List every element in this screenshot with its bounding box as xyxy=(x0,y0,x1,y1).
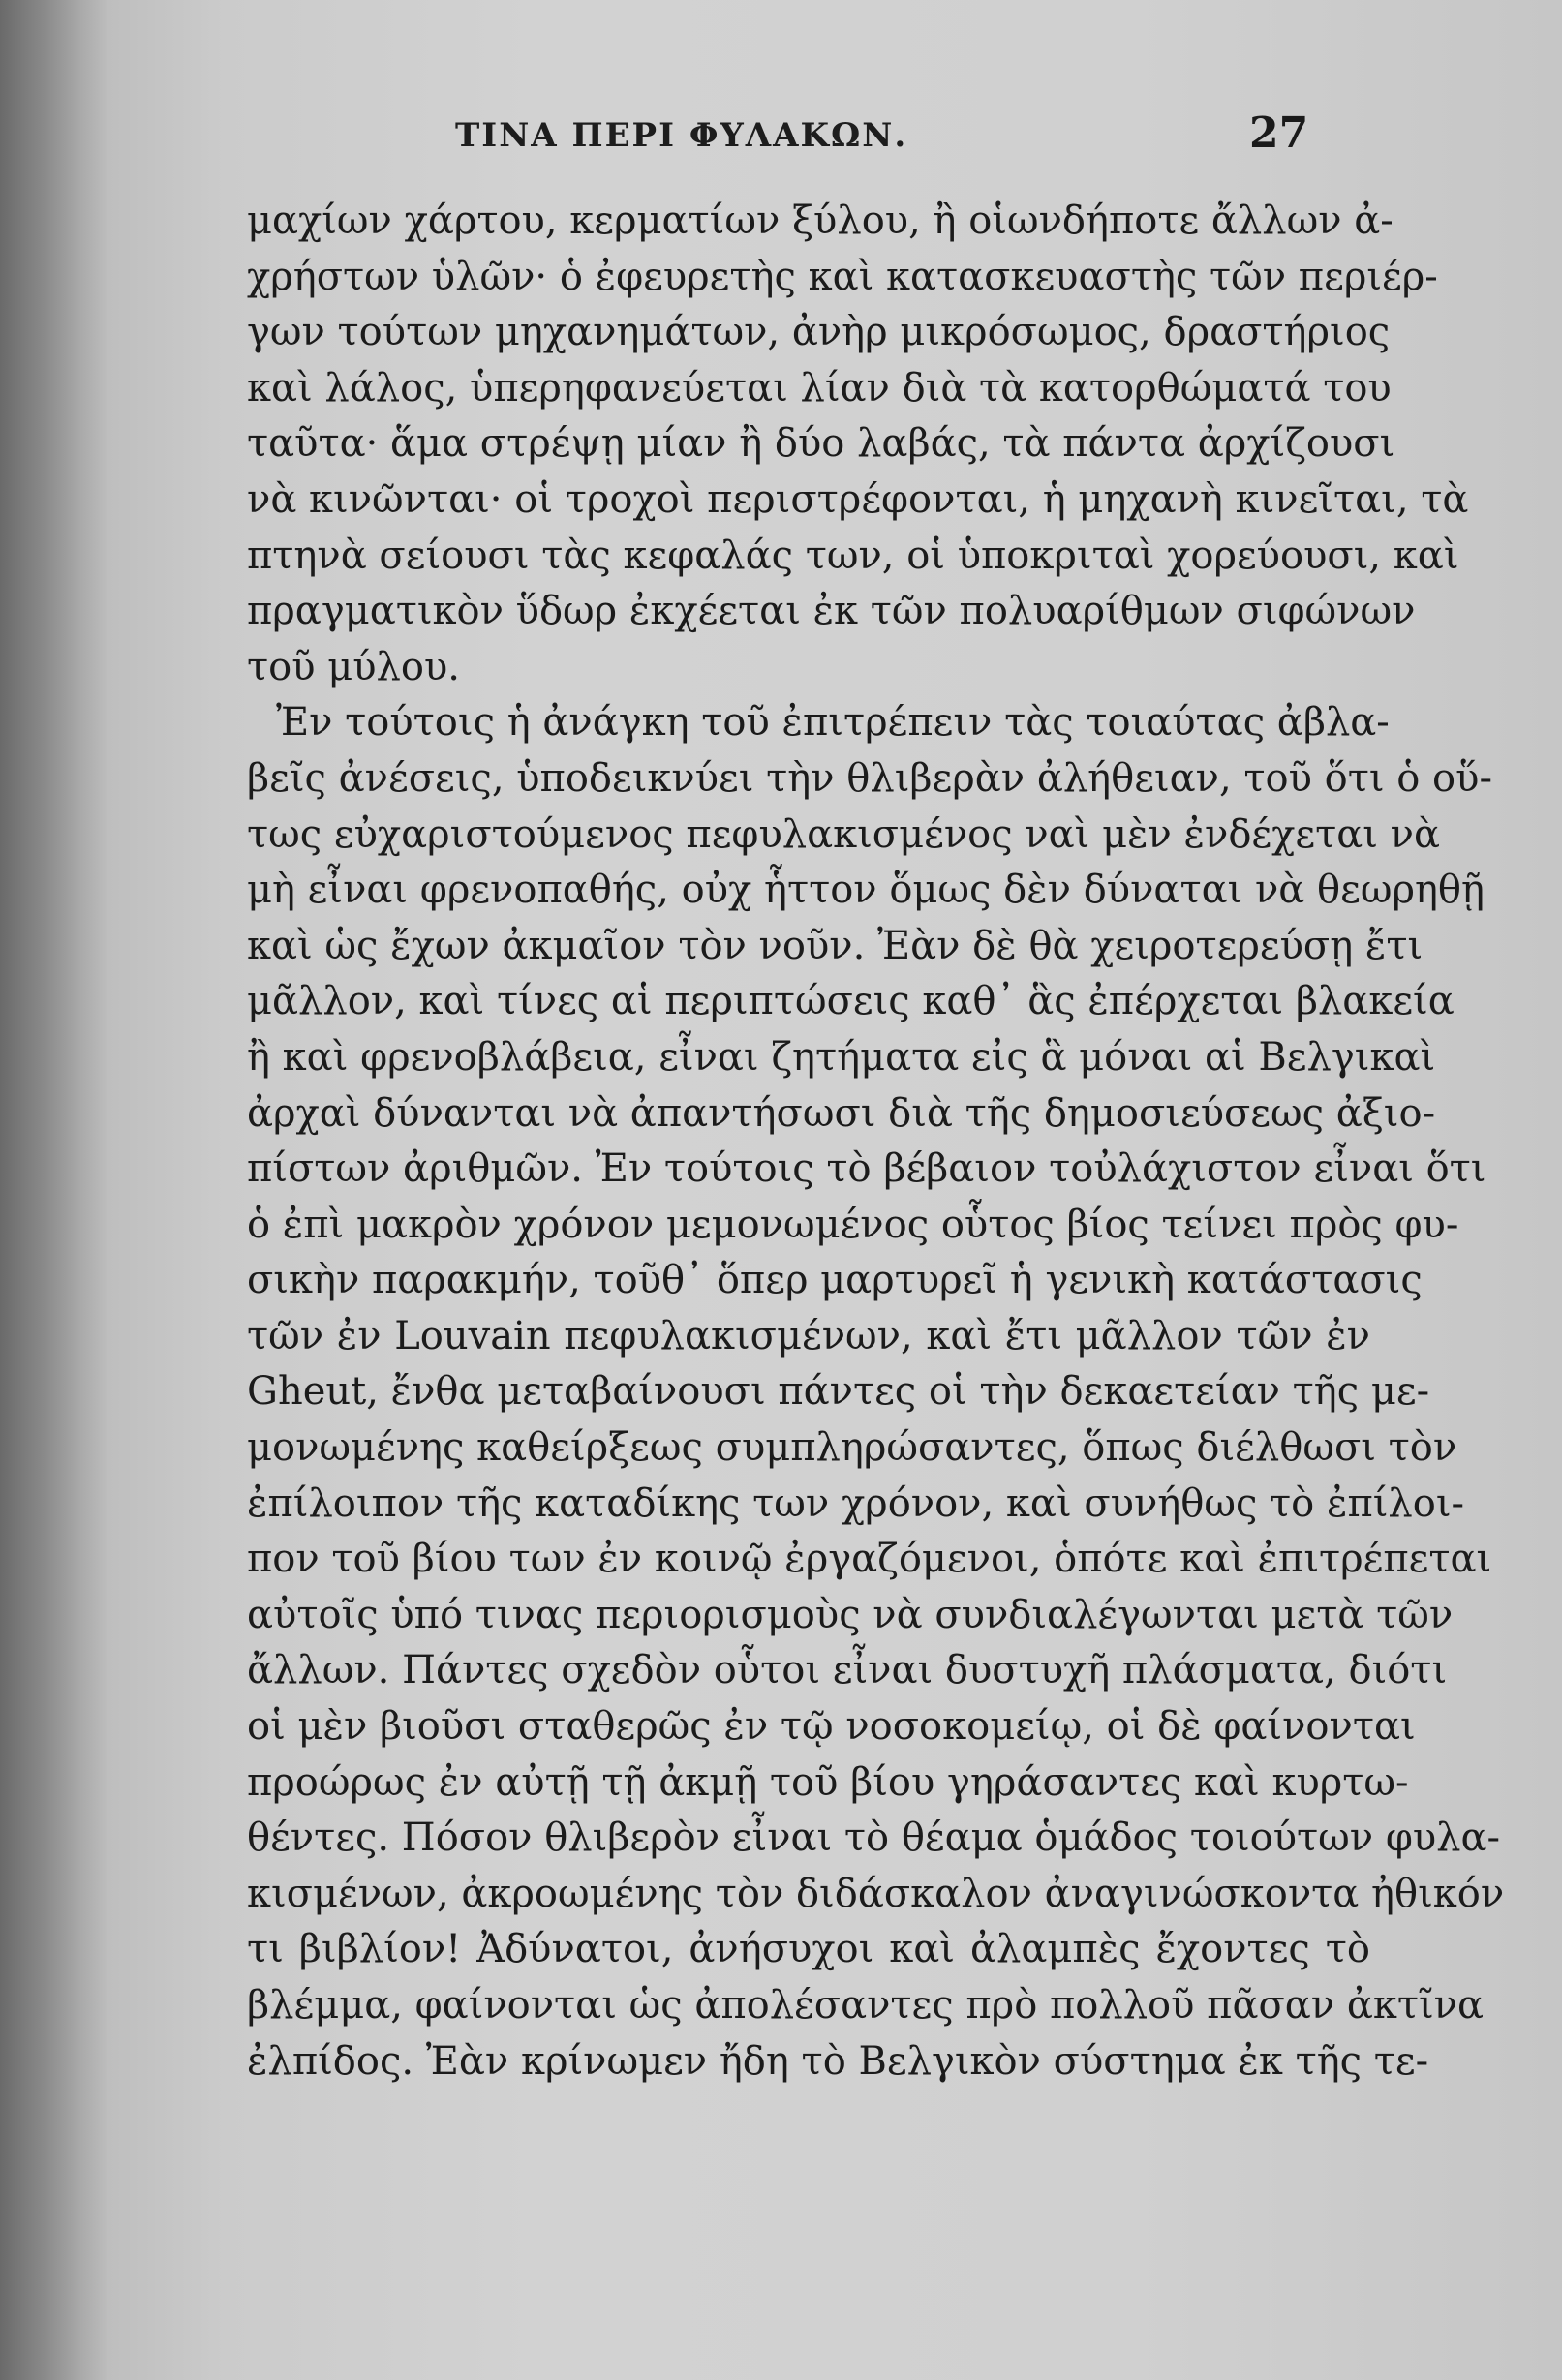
text-line: χρήστων ὑλῶν· ὁ ἐφευρετὴς καὶ κατασκευαστὴς τῶν περιέρ- xyxy=(247,254,1438,299)
text-line: οἱ μὲν βιοῦσι σταθερῶς ἐν τῷ νοσοκομείῳ, οἱ δὲ φαίνονται xyxy=(247,1704,1416,1750)
text-line: μονωμένης καθείρξεως συμπληρώσαντες, ὅπως διέλθωσι τὸν xyxy=(247,1425,1457,1471)
text-line: μᾶλλον, καὶ τίνες αἱ περιπτώσεις καθ᾽ ἃς ἐπέρχεται βλακεία xyxy=(247,979,1455,1024)
text-line: τῶν ἐν Louvain πεφυλακισμένων, καὶ ἔτι μᾶλλον τῶν ἐν xyxy=(247,1313,1370,1358)
text-line: τοῦ μύλου. xyxy=(247,644,461,689)
text-line: γων τούτων μηχανημάτων, ἀνὴρ μικρόσωμος, δραστήριος xyxy=(247,310,1391,355)
text-line: μὴ εἶναι φρενοπαθής, οὐχ ἧττον ὅμως δὲν δύναται νὰ θεωρηθῇ xyxy=(247,868,1485,913)
text-line: ὁ ἐπὶ μακρὸν χρόνον μεμονωμένος οὗτος βίος τείνει πρὸς φυ- xyxy=(247,1202,1459,1247)
text-line: νὰ κινῶνται· οἱ τροχοὶ περιστρέφονται, ἡ μηχανὴ κινεῖται, τὰ xyxy=(247,476,1469,522)
text-line: πραγματικὸν ὕδωρ ἐκχέεται ἐκ τῶν πολυαρίθμων σιφώνων xyxy=(247,589,1416,634)
text-line: Gheut, ἔνθα μεταβαίνουσι πάντες οἱ τὴν δεκαετείαν τῆς με- xyxy=(247,1369,1430,1415)
book-gutter xyxy=(0,0,107,2380)
text-line: πτηνὰ σείουσι τὰς κεφαλάς των, οἱ ὑποκριταὶ χορεύουσι, καὶ xyxy=(247,533,1459,578)
text-line: καὶ ὡς ἔχων ἀκμαῖον τὸν νοῦν. Ἐὰν δὲ θὰ χειροτερεύσῃ ἔτι xyxy=(247,923,1424,968)
text-line: κισμένων, ἀκροωμένης τὸν διδάσκαλον ἀναγινώσκοντα ἠθικόν xyxy=(247,1871,1505,1916)
running-title: ΤΙΝΑ ΠΕΡΙ ΦΥΛΑΚΩΝ. xyxy=(455,116,908,155)
text-line: πίστων ἀριθμῶν. Ἐν τούτοις τὸ βέβαιον τοὐλάχιστον εἶναι ὅτι xyxy=(247,1146,1486,1192)
text-line: τως εὐχαριστούμενος πεφυλακισμένος ναὶ μὲν ἐνδέχεται νὰ xyxy=(247,811,1440,857)
text-line: βεῖς ἀνέσεις, ὑποδεικνύει τὴν θλιβερὰν ἀλήθειαν, τοῦ ὅτι ὁ οὕ- xyxy=(247,755,1492,801)
text-line: προώρως ἐν αὐτῇ τῇ ἀκμῇ τοῦ βίου γηράσαντες καὶ κυρτω- xyxy=(247,1759,1409,1805)
text-line: βλέμμα, φαίνονται ὡς ἀπολέσαντες πρὸ πολλοῦ πᾶσαν ἀκτῖνα xyxy=(247,1983,1484,2028)
text-line: ταῦτα· ἅμα στρέψῃ μίαν ἢ δύο λαβάς, τὰ πάντα ἀρχίζουσι xyxy=(247,421,1395,467)
body-text xyxy=(247,194,1505,2090)
text-line: ἐλπίδος. Ἐὰν κρίνωμεν ἤδη τὸ Βελγικὸν σύστημα ἐκ τῆς τε- xyxy=(247,2038,1429,2084)
text-line: τι βιβλίον! Ἀδύνατοι, ἀνήσυχοι καὶ ἀλαμπὲς ἔχοντες τὸ xyxy=(247,1927,1370,1972)
text-line: θέντες. Πόσον θλιβερὸν εἶναι τὸ θέαμα ὁμάδος τοιούτων φυλα- xyxy=(247,1816,1501,1861)
text-line: πον τοῦ βίου των ἐν κοινῷ ἐργαζόμενοι, ὁπότε καὶ ἐπιτρέπεται xyxy=(247,1537,1492,1582)
text-line: ἢ καὶ φρενοβλάβεια, εἶναι ζητήματα εἰς ἃ μόναι αἱ Βελγικαὶ xyxy=(247,1034,1436,1080)
text-line: ἄλλων. Πάντες σχεδὸν οὗτοι εἶναι δυστυχῆ πλάσματα, διότι xyxy=(247,1648,1448,1693)
text-line: καὶ λάλος, ὑπερηφανεύεται λίαν διὰ τὰ κατορθώματά του xyxy=(247,365,1392,411)
text-line: αὐτοῖς ὑπό τινας περιορισμοὺς νὰ συνδιαλέγωνται μετὰ τῶν xyxy=(247,1592,1454,1637)
text-line: μαχίων χάρτου, κερματίων ξύλου, ἢ οἱωνδήποτε ἄλλων ἀ- xyxy=(247,198,1394,243)
text-line: ἀρχαὶ δύνανται νὰ ἀπαντήσωσι διὰ τῆς δημοσιεύσεως ἀξιο- xyxy=(247,1090,1436,1136)
text-line: ἐπίλοιπον τῆς καταδίκης των χρόνον, καὶ συνήθως τὸ ἐπίλοι- xyxy=(247,1480,1465,1526)
text-line: σικὴν παρακμήν, τοῦθ᾽ ὅπερ μαρτυρεῖ ἡ γενικὴ κατάστασις xyxy=(247,1258,1423,1303)
text-line: Ἐν τούτοις ἡ ἀνάγκη τοῦ ἐπιτρέπειν τὰς τοιαύτας ἀβλα- xyxy=(276,700,1390,746)
page-number: 27 xyxy=(1249,108,1309,158)
